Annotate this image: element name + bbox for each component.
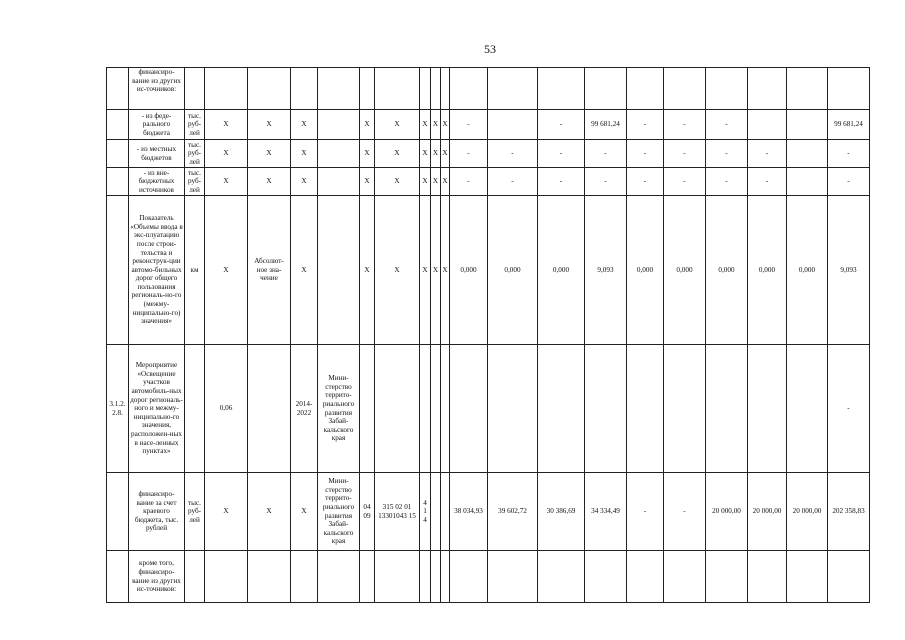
table-cell: - из местных бюджетов (129, 140, 185, 168)
table-cell: 4 1 4 (420, 473, 431, 551)
table-cell: 39 602,72 (488, 473, 538, 551)
table-cell: X (248, 110, 291, 140)
table-cell (420, 345, 431, 473)
table-cell: X (205, 473, 248, 551)
table-cell: 20 000,00 (787, 473, 828, 551)
table-cell: - (706, 168, 748, 196)
table-cell: 0,000 (706, 196, 748, 345)
table-cell (441, 551, 450, 603)
table-cell (664, 551, 706, 603)
table-cell: 38 034,93 (450, 473, 488, 551)
table-cell: X (205, 196, 248, 345)
table-cell (431, 473, 441, 551)
table-cell: X (441, 140, 450, 168)
table-cell: 3.1.2. 2.8. (107, 345, 129, 473)
table-cell (585, 551, 627, 603)
table-cell (706, 68, 748, 110)
table-row (107, 196, 870, 345)
table-cell: - (706, 110, 748, 140)
table-cell (318, 140, 360, 168)
table-cell (420, 551, 431, 603)
table-cell: тыс. руб-лей (185, 110, 205, 140)
table-cell (185, 345, 205, 473)
table-cell: X (360, 140, 375, 168)
table-cell: 315 02 01 13301043 15 (375, 473, 420, 551)
table-cell: - (664, 168, 706, 196)
table-cell (748, 110, 787, 140)
table-cell: 0,000 (664, 196, 706, 345)
table-cell (538, 345, 585, 473)
table-cell (431, 345, 441, 473)
table-cell (360, 345, 375, 473)
table-cell (360, 68, 375, 110)
table-cell (488, 551, 538, 603)
table-cell (441, 68, 450, 110)
table-cell: X (205, 168, 248, 196)
table-cell: X (441, 168, 450, 196)
table-cell: X (431, 140, 441, 168)
table-cell (375, 551, 420, 603)
table-cell: - (664, 140, 706, 168)
table-cell: - (585, 140, 627, 168)
table-cell: - (488, 140, 538, 168)
table-cell (185, 68, 205, 110)
table-cell: - (627, 110, 664, 140)
table-cell: X (420, 110, 431, 140)
table-cell: X (420, 168, 431, 196)
table-cell (291, 68, 318, 110)
table-cell (318, 551, 360, 603)
table-row (107, 345, 870, 473)
table-cell: - (828, 345, 870, 473)
table-row (107, 473, 870, 551)
table-cell: 0,000 (538, 196, 585, 345)
table-cell: - (538, 140, 585, 168)
table-cell: - (538, 168, 585, 196)
table-cell: км (185, 196, 205, 345)
table-cell (107, 110, 129, 140)
table-cell: X (291, 196, 318, 345)
table-cell: 99 681,24 (828, 110, 870, 140)
table-cell: - из феде-рального бюджета (129, 110, 185, 140)
table-cell (107, 551, 129, 603)
table-cell: X (291, 110, 318, 140)
table-cell: X (291, 473, 318, 551)
table-cell (748, 551, 787, 603)
table-cell: - (627, 473, 664, 551)
table-cell (585, 345, 627, 473)
table-cell (706, 551, 748, 603)
table-cell: тыс. руб-лей (185, 473, 205, 551)
table-cell: Абсолют-ное зна-чение (248, 196, 291, 345)
table-cell: X (375, 168, 420, 196)
table-cell (828, 68, 870, 110)
table-cell: - (748, 140, 787, 168)
table-cell: 9,093 (585, 196, 627, 345)
table-cell: - (627, 140, 664, 168)
table-cell: 0,000 (488, 196, 538, 345)
table-cell (185, 551, 205, 603)
table-cell (488, 110, 538, 140)
table-cell (538, 68, 585, 110)
table-cell (360, 551, 375, 603)
table-cell (107, 473, 129, 551)
table-cell: Мероприятие «Освещение участков автомобиль-ных дорог региональ-ного и межму-ниципально-го значения, расположен-ных в насе-ленных пунктах» (129, 345, 185, 473)
table-cell (787, 551, 828, 603)
table-cell: X (431, 196, 441, 345)
table-cell: 9,093 (828, 196, 870, 345)
table-cell: X (420, 196, 431, 345)
table-cell: Показатель «Объемы ввода в экс-плуатацию после строи-тельства и реконструк-ции автомо-бильных дорог общего пользования региональ-но-го (межму-ниципально-го) значения» (129, 196, 185, 345)
table-cell (787, 110, 828, 140)
table-cell (538, 551, 585, 603)
table-cell (748, 68, 787, 110)
table-cell (787, 345, 828, 473)
table-cell: 0,000 (787, 196, 828, 345)
table-cell: X (248, 473, 291, 551)
table-cell: кроме того, финансиро-вание из других ис-точников: (129, 551, 185, 603)
table-cell (748, 345, 787, 473)
table-cell: X (375, 110, 420, 140)
table-cell (585, 68, 627, 110)
table-cell: 99 681,24 (585, 110, 627, 140)
table-cell: - (664, 473, 706, 551)
table-cell: Мини-стерство террито-риального развития Забай-кальского края (318, 345, 360, 473)
table-cell: 2014-2022 (291, 345, 318, 473)
table-cell: 0,000 (627, 196, 664, 345)
table-row (107, 140, 870, 168)
table-row (107, 168, 870, 196)
table-cell (107, 68, 129, 110)
table-cell (375, 345, 420, 473)
table-cell (450, 345, 488, 473)
table-cell (318, 110, 360, 140)
table-cell: - (450, 140, 488, 168)
table-cell (318, 168, 360, 196)
table-cell: X (205, 140, 248, 168)
table-cell: Мини-стерство террито-риального развития Забай-кальского края (318, 473, 360, 551)
table-cell (107, 196, 129, 345)
table-cell (318, 68, 360, 110)
table-cell (828, 551, 870, 603)
table-cell: 0,000 (748, 196, 787, 345)
table-cell: X (431, 110, 441, 140)
table-cell: - (828, 140, 870, 168)
table-cell (706, 345, 748, 473)
table-cell: финансиро-вание за счет краевого бюджета, тыс. рублей (129, 473, 185, 551)
table-cell: X (248, 140, 291, 168)
table-cell: X (205, 110, 248, 140)
table-cell (431, 68, 441, 110)
table-cell: - (748, 168, 787, 196)
table-cell (248, 68, 291, 110)
table-cell (441, 473, 450, 551)
table-cell: X (360, 110, 375, 140)
table-cell (375, 68, 420, 110)
table-cell: 20 000,00 (706, 473, 748, 551)
table-cell (627, 551, 664, 603)
table-cell: 34 334,49 (585, 473, 627, 551)
table-row (107, 551, 870, 603)
table-row (107, 68, 870, 110)
table-cell (787, 168, 828, 196)
table-cell: X (360, 196, 375, 345)
table-cell: X (291, 168, 318, 196)
table-cell: - (627, 168, 664, 196)
table-cell: X (375, 196, 420, 345)
table-cell: - (664, 110, 706, 140)
table-cell: X (248, 168, 291, 196)
table-cell (431, 551, 441, 603)
table-cell: 04 09 (360, 473, 375, 551)
table-cell: - (585, 168, 627, 196)
table-cell: - из вне-бюджетных источников (129, 168, 185, 196)
table-cell: 30 386,69 (538, 473, 585, 551)
table-cell (627, 345, 664, 473)
table-cell (450, 68, 488, 110)
table-cell: - (538, 110, 585, 140)
table-cell: X (441, 110, 450, 140)
page-number: 53 (484, 42, 496, 56)
table-cell (420, 68, 431, 110)
table-cell (787, 140, 828, 168)
table-cell: - (828, 168, 870, 196)
table-cell: - (450, 110, 488, 140)
table-cell (664, 345, 706, 473)
table-cell: 0,06 (205, 345, 248, 473)
table-cell (248, 551, 291, 603)
table-cell: X (420, 140, 431, 168)
table-cell (488, 345, 538, 473)
table-cell (248, 345, 291, 473)
table-cell: - (488, 168, 538, 196)
table-cell (627, 68, 664, 110)
table-cell: X (291, 140, 318, 168)
table-cell (205, 68, 248, 110)
table-cell: 20 000,00 (748, 473, 787, 551)
table-cell: тыс. руб-лей (185, 168, 205, 196)
table-cell: X (441, 196, 450, 345)
table-cell: X (431, 168, 441, 196)
table-cell (107, 140, 129, 168)
table-cell (450, 551, 488, 603)
table-cell: тыс. руб-лей (185, 140, 205, 168)
table-cell: - (450, 168, 488, 196)
table-cell: - (706, 140, 748, 168)
table-cell (787, 68, 828, 110)
table-cell (441, 345, 450, 473)
table-cell (291, 551, 318, 603)
table-cell: 202 358,83 (828, 473, 870, 551)
table-cell (664, 68, 706, 110)
table-row (107, 110, 870, 140)
table-cell (107, 168, 129, 196)
table-cell (488, 68, 538, 110)
table-cell: 0,000 (450, 196, 488, 345)
table-cell: X (375, 140, 420, 168)
table-cell: X (360, 168, 375, 196)
table-cell: финансиро-вание из других ис-точников: (129, 68, 185, 110)
table-cell (205, 551, 248, 603)
program-table (106, 67, 870, 603)
table-cell (318, 196, 360, 345)
